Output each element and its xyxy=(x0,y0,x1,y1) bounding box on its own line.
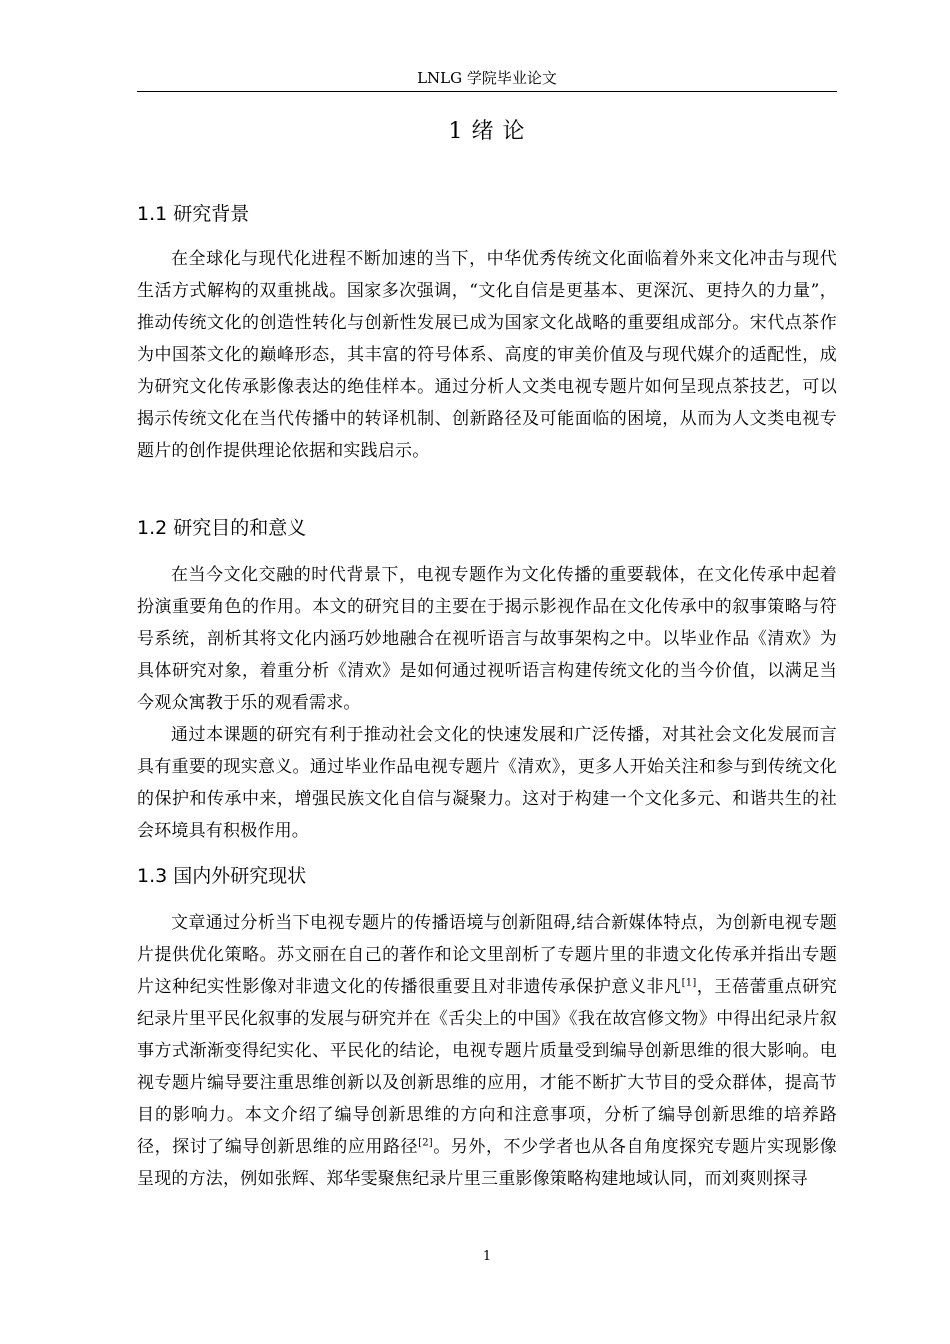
running-header: LNLG 学院毕业论文 xyxy=(417,69,557,87)
chapter-title: 1 绪 论 xyxy=(448,119,526,144)
paragraph-text: ，王蓓蕾重点研究纪录片里平民化叙事的发展与研究并在《舌尖上的中国》《我在故宫修文物》中得出纪录片叙事方式渐渐变得纪实化、平民化的结论，电视专题片质量受到编导创新思维的很大影响。电视专题片编导要注重思维创新以及创新思维的应用，才能不断扩大节目的受众群体，提高节目的影响力。本文介绍了编导创新思维的方向和注意事项，分析了编导创新思维的培养路径，探讨了编导创新思维的应用路径 xyxy=(137,977,837,1157)
section-purpose-significance xyxy=(137,514,837,847)
section-research-background xyxy=(137,200,837,467)
page-number: 1 xyxy=(482,1249,492,1264)
section-research-status xyxy=(137,862,837,1195)
section-heading: 1.2 研究目的和意义 xyxy=(137,517,307,539)
paragraph-text: 文章通过分析当下电视专题片的传播语境与创新阻碍,结合新媒体特点，为创新电视专题片提供优化策略。苏文丽在自己的著作和论文里剖析了专题片里的非遗文化传承并指出专题片这种纪实性影像对非遗文化的传播很重要且对非遗传承保护意义非凡 xyxy=(137,913,837,997)
section-heading: 1.3 国内外研究现状 xyxy=(137,865,307,887)
paragraph-text: 。另外，不少学者也从各自角度探究专题片实现影像呈现的方法，例如张辉、郑华雯聚焦纪录片里三重影像策略构建地域认同，而刘爽则探寻 xyxy=(137,1137,837,1189)
body-paragraph: 通过本课题的研究有利于推动社会文化的快速发展和广泛传播，对其社会文化发展而言具有重要的现实意义。通过毕业作品电视专题片《清欢》，更多人开始关注和参与到传统文化的保护和传承中来，增强民族文化自信与凝聚力。这对于构建一个文化多元、和谐共生的社会环境具有积极作用。 xyxy=(137,725,837,841)
header-rule xyxy=(137,91,837,92)
body-paragraph xyxy=(137,907,837,1195)
section-heading: 1.1 研究背景 xyxy=(137,203,250,225)
citation-marker: [2] xyxy=(418,1137,433,1149)
body-paragraph: 在全球化与现代化进程不断加速的当下，中华优秀传统文化面临着外来文化冲击与现代生活方式解构的双重挑战。国家多次强调，“文化自信是更基本、更深沉、更持久的力量”，推动传统文化的创造性转化与创新性发展已成为国家文化战略的重要组成部分。宋代点茶作为中国茶文化的巅峰形态，其丰富的符号体系、高度的审美价值及与现代媒介的适配性，成为研究文化传承影像表达的绝佳样本。通过分析人文类电视专题片如何呈现点茶技艺，可以揭示传统文化在当代传播中的转译机制、创新路径及可能面临的困境，从而为人文类电视专题片的创作提供理论依据和实践启示。 xyxy=(137,249,837,461)
citation-marker: [1] xyxy=(681,977,697,989)
body-paragraph: 在当今文化交融的时代背景下，电视专题作为文化传播的重要载体，在文化传承中起着扮演重要角色的作用。本文的研究目的主要在于揭示影视作品在文化传承中的叙事策略与符号系统，剖析其将文化内涵巧妙地融合在视听语言与故事架构之中。以毕业作品《清欢》为具体研究对象，着重分析《清欢》是如何通过视听语言构建传统文化的当今价值，以满足当今观众寓教于乐的观看需求。 xyxy=(137,565,837,713)
